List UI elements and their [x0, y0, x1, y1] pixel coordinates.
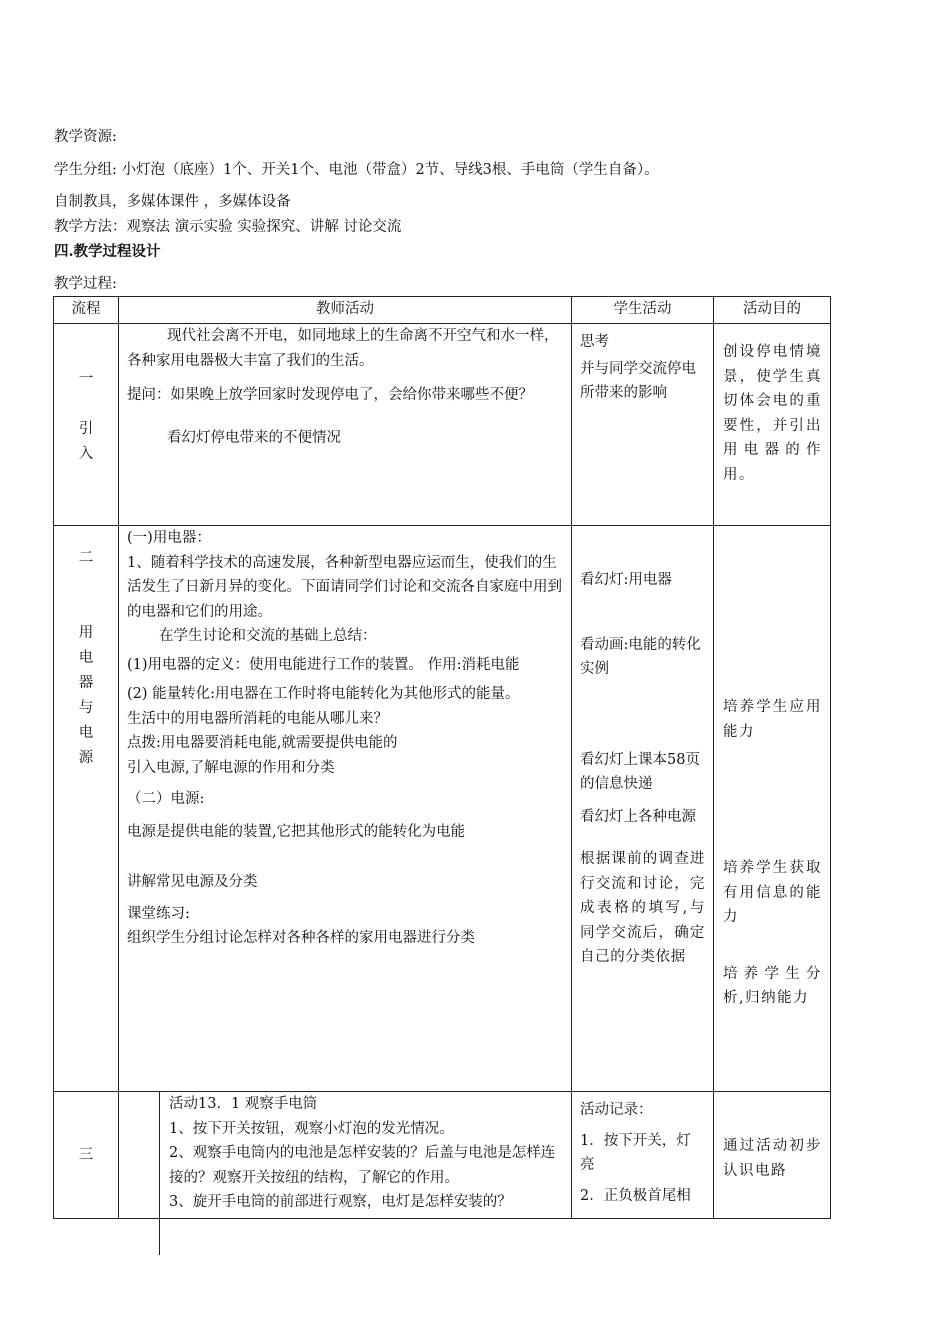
teacher-text: 组织学生分组讨论怎样对各种各样的家用电器进行分类 [127, 930, 475, 946]
student-cell-intro [572, 324, 714, 526]
teacher-text: (2) 能量转化:用电器在工作时将电能转化为其他形式的能量。 [127, 686, 520, 702]
flow-char: 入 [78, 446, 94, 462]
purpose-text: 培养学生应用能力 [723, 699, 822, 740]
student-text: 1．按下开关，灯亮 [580, 1132, 691, 1173]
table-header-row [54, 297, 831, 324]
student-cell-device [572, 526, 714, 1092]
teacher-text: 课堂练习: [127, 905, 190, 922]
flow-char: 引 [78, 421, 94, 437]
teacher-text: 生活中的用电器所消耗的电能从哪儿来？ [127, 710, 388, 727]
flow-cell-intro [54, 324, 119, 526]
student-text: 并与同学交流停电所带来的影响 [580, 360, 696, 401]
teaching-method-line: 教学方法：观察法 演示实验 实验探究、讲解 讨论交流 [54, 219, 402, 235]
flow-char: 电 [78, 725, 94, 741]
purpose-text: 培养学生获取有用信息的能力 [723, 860, 822, 925]
student-cell-activity [572, 1092, 714, 1219]
purpose-cell-device [714, 526, 831, 1092]
teacher-cell-activity [119, 1092, 572, 1219]
student-text: 2．正负极首尾相 [580, 1187, 691, 1204]
teacher-text: 点拨:用电器要消耗电能,就需要提供电能的 [127, 735, 398, 751]
teacher-text: (一)用电器： [127, 530, 211, 546]
table-row [54, 1092, 831, 1219]
flow-char: 电 [78, 650, 94, 666]
purpose-cell-activity [714, 1092, 831, 1219]
purpose-text: 创设停电情境景，使学生真切体会电的重要性，并引出用电器的作用。 [723, 344, 822, 483]
flow-char: 三 [78, 1146, 94, 1163]
header-student: 学生活动 [572, 297, 714, 324]
student-text: 看幻灯上课本58页的信息快递 [580, 751, 700, 792]
student-text: 看幻灯上各种电源 [580, 808, 696, 825]
teacher-cell-intro [119, 324, 572, 526]
student-text: 看幻灯:用电器 [580, 572, 672, 588]
teacher-cell-device [119, 526, 572, 1092]
teaching-tools-line: 自制教具，多媒体课件 ，多媒体设备 [54, 194, 291, 210]
student-text: 活动记录： [580, 1102, 653, 1118]
teacher-text: 看幻灯停电带来的不便情况 [167, 429, 341, 446]
teacher-text: (1)用电器的定义：使用电能进行工作的装置。 作用:消耗电能 [127, 656, 520, 673]
purpose-text: 培养学生分析,归纳能力 [723, 965, 822, 1006]
flow-cell-activity [54, 1092, 119, 1219]
student-text: 根据课前的调查进行交流和讨论，完成表格的填写,与同学交流后，确定自己的分类依据 [580, 851, 705, 965]
teacher-text: 1、按下开关按钮，观察小灯泡的发光情况。 [169, 1120, 454, 1137]
teacher-text: 在学生讨论和交流的基础上总结： [159, 628, 377, 644]
flow-cell-device [54, 526, 119, 1092]
teacher-text: 现代社会离不开电，如同地球上的生命离不开空气和水一样，各种家用电器极大丰富了我们的生活。 [127, 328, 559, 369]
table-row [54, 526, 831, 1092]
teacher-text: 活动13．1 观察手电筒 [169, 1096, 318, 1112]
teacher-text: （二）电源: [127, 791, 205, 807]
teacher-text: 1、随着科学技术的高速发展，各种新型电器应运而生，使我们的生活发生了日新月异的变化。下面请同学们讨论和交流各自家庭中用到的电器和它们的用途。 [127, 554, 562, 620]
student-group-line: 学生分组: 小灯泡（底座）1个、开关1个、电池（带盒）2节、导线3根、手电筒（学生自备）。 [54, 162, 659, 178]
purpose-text: 通过活动初步认识电路 [723, 1138, 822, 1179]
teacher-text: 3、旋开手电筒的前部进行观察，电灯是怎样安装的？ [169, 1194, 512, 1210]
teacher-text: 电源是提供电能的装置,它把其他形式的能转化为电能 [127, 823, 466, 840]
teacher-text: 讲解常见电源及分类 [127, 874, 258, 890]
purpose-cell-intro [714, 324, 831, 526]
teacher-text: 2、观察手电筒内的电池是怎样安装的？后盖与电池是怎样连接的？观察开关按纽的结构，了解它的作用。 [169, 1145, 556, 1186]
inner-divider [159, 1092, 160, 1255]
flow-char: 一 [78, 371, 94, 387]
flow-char: 器 [78, 675, 94, 691]
student-text: 看动画:电能的转化实例 [580, 636, 701, 677]
flow-char: 用 [78, 625, 94, 641]
student-text: 思考 [580, 334, 609, 350]
resources-heading: 教学资源: [54, 129, 117, 145]
flow-char: 源 [78, 750, 94, 766]
teacher-text: 提问：如果晚上放学回家时发现停电了，会给你带来哪些不便？ [127, 387, 533, 403]
header-purpose: 活动目的 [714, 297, 831, 324]
process-table [53, 296, 831, 1219]
flow-char: 二 [78, 550, 94, 566]
table-row [54, 324, 831, 526]
header-teacher: 教师活动 [119, 297, 572, 324]
section-title: 四.教学过程设计 [54, 243, 161, 260]
teacher-text: 引入电源,了解电源的作用和分类 [127, 759, 335, 776]
process-label: 教学过程: [54, 276, 117, 292]
header-flow: 流程 [54, 297, 119, 324]
flow-char: 与 [78, 700, 94, 716]
